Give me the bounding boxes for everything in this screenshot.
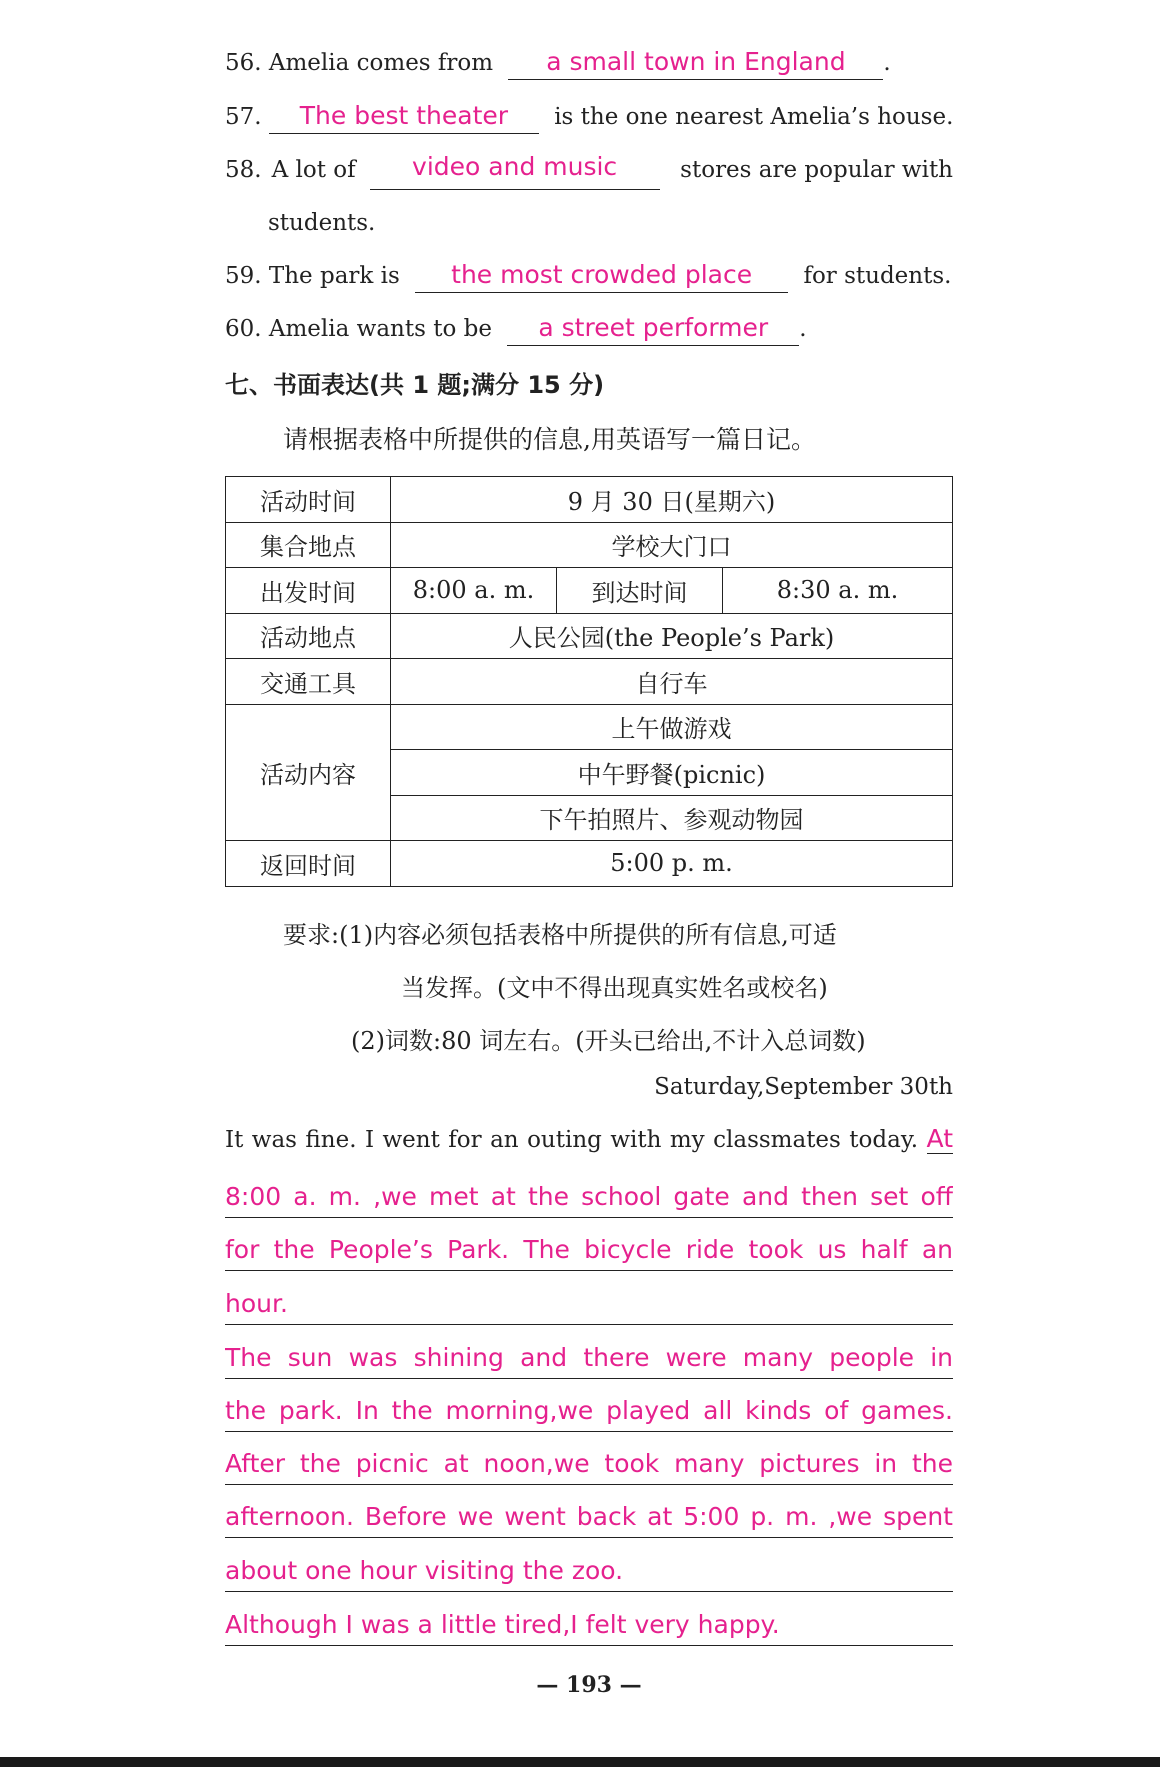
question-text: is the one nearest Amelia’s house. — [554, 104, 954, 130]
table-label: 集合地点 — [226, 522, 391, 568]
table-value: 下午拍照片、参观动物园 — [391, 795, 953, 841]
question-number: 57. — [225, 104, 262, 130]
page-number: — 193 — — [536, 1672, 642, 1698]
question-text: Amelia wants to be — [268, 316, 492, 342]
question-56 — [225, 43, 891, 83]
essay-line: After the picnic at noon,we took many pictures in the — [225, 1444, 953, 1485]
question-number: 56. — [225, 50, 262, 76]
table-value: 9 月 30 日(星期六) — [391, 477, 953, 523]
essay-line: Although I was a little tired,I felt very happy. — [225, 1605, 953, 1646]
essay-line: the park. In the morning,we played all kinds of games. — [225, 1391, 953, 1432]
question-59 — [225, 256, 951, 296]
table-label: 到达时间 — [557, 568, 723, 614]
table-row — [226, 477, 953, 523]
essay-answer-start: At — [926, 1124, 953, 1153]
table-row — [226, 841, 953, 887]
table-row — [226, 659, 953, 705]
table-row — [226, 613, 953, 659]
question-58-continued: students. — [268, 210, 376, 236]
question-60 — [225, 309, 807, 349]
table-value: 8:30 a. m. — [723, 568, 953, 614]
table-value: 上午做游戏 — [391, 704, 953, 750]
question-text: for students. — [803, 263, 952, 289]
answer-blank[interactable]: video and music — [370, 150, 660, 190]
table-label: 活动时间 — [226, 477, 391, 523]
answer-blank[interactable]: a small town in England — [508, 45, 883, 80]
question-text: . — [799, 316, 807, 342]
info-table — [225, 476, 953, 887]
answer-blank[interactable]: The best theater — [269, 99, 539, 134]
essay-line: about one hour visiting the zoo. — [225, 1551, 953, 1592]
table-label: 活动地点 — [226, 613, 391, 659]
table-value: 自行车 — [391, 659, 953, 705]
question-57 — [225, 97, 953, 137]
table-label: 交通工具 — [226, 659, 391, 705]
table-row — [226, 704, 953, 750]
essay-given-text: It was fine. I went for an outing with my classmates today. — [225, 1127, 919, 1153]
question-number: 60. — [225, 316, 262, 342]
requirement-2: (2)词数:80 词左右。(开头已给出,不计入总词数) — [351, 1027, 866, 1055]
table-value: 人民公园(the People’s Park) — [391, 613, 953, 659]
question-58 — [225, 150, 953, 190]
essay-line: for the People’s Park. The bicycle ride took us half an — [225, 1230, 953, 1271]
table-value: 5:00 p. m. — [391, 841, 953, 887]
question-text: Amelia comes from — [268, 50, 494, 76]
question-number: 58. — [225, 157, 262, 183]
question-number: 59. — [225, 263, 262, 289]
answer-blank[interactable]: a street performer — [507, 311, 799, 346]
essay-line: 8:00 a. m. ,we met at the school gate and then set off — [225, 1177, 953, 1218]
question-text: A lot of — [271, 157, 356, 183]
requirement-1-continued: 当发挥。(文中不得出现真实姓名或校名) — [401, 974, 828, 1002]
essay-line: hour. — [225, 1284, 953, 1325]
table-label: 返回时间 — [226, 841, 391, 887]
question-text: . — [883, 50, 891, 76]
question-text: The park is — [268, 263, 400, 289]
table-row — [226, 568, 953, 614]
bottom-bar — [0, 1757, 1160, 1767]
table-value: 中午野餐(picnic) — [391, 750, 953, 796]
section-title: 七、书面表达(共 1 题;满分 15 分) — [225, 371, 605, 399]
requirement-1: 要求:(1)内容必须包括表格中所提供的所有信息,可适 — [283, 921, 837, 949]
table-value: 8:00 a. m. — [391, 568, 557, 614]
table-value: 学校大门口 — [391, 522, 953, 568]
essay-line: The sun was shining and there were many people in — [225, 1338, 953, 1379]
instruction: 请根据表格中所提供的信息,用英语写一篇日记。 — [283, 425, 816, 454]
question-text: stores are popular with — [680, 157, 953, 183]
table-label: 活动内容 — [226, 704, 391, 841]
essay-line: afternoon. Before we went back at 5:00 p. m. ,we spent — [225, 1497, 953, 1538]
answer-blank[interactable]: the most crowded place — [415, 258, 788, 293]
essay-given-line — [225, 1124, 953, 1153]
table-row — [226, 522, 953, 568]
table-label: 出发时间 — [226, 568, 391, 614]
diary-date: Saturday,September 30th — [654, 1074, 953, 1100]
